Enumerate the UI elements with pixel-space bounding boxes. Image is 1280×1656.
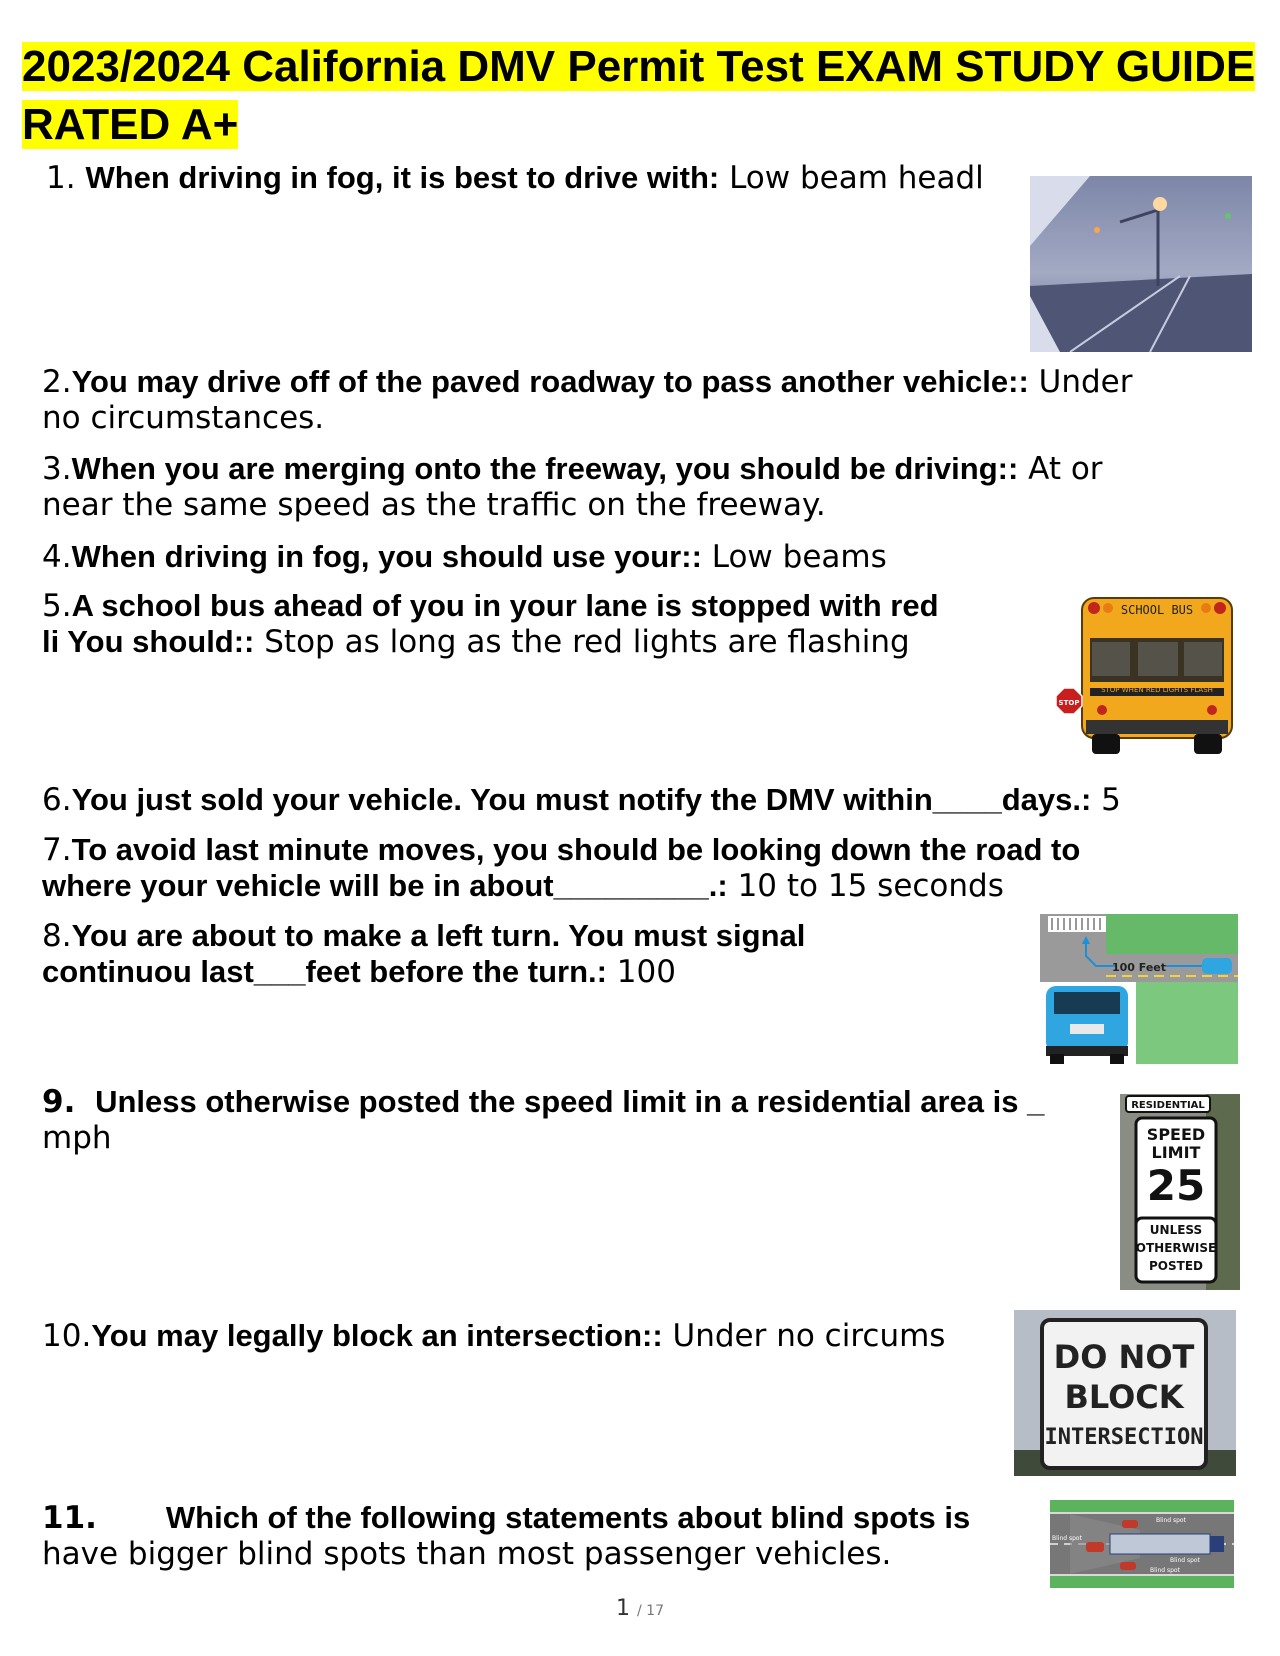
answer-text: mph [42,1120,112,1156]
question-text: To avoid last minute moves, you should be looking down the road to [71,832,1081,867]
answer-text: At or [1018,451,1103,487]
page-indicator [0,1596,1280,1621]
answer-text: 10 to 15 seconds [727,868,1004,904]
answer-text: 100 [606,954,676,990]
question-text: You are about to make a left turn. You must signal [71,918,806,953]
answer-text: 5 [1091,782,1121,818]
question-3: 3.When you are merging onto the freeway, you should be driving:: At or near the same speed as the traffic on the freeway. [42,451,1103,523]
page-current: 1 [616,1596,630,1621]
bus-back-text: STOP WHEN RED LIGHTS FLASH [1101,686,1213,694]
answer-text: Low beams [701,539,887,575]
otherwise-text: OTHERWISE [1135,1241,1217,1255]
answer-text: Low beam headl [719,160,984,196]
speed-limit-sign-photo [1120,1094,1240,1290]
blind-spot-label-1: Blind spot [1156,1517,1186,1524]
question-2: 2.You may drive off of the paved roadway to pass another vehicle:: Under no circumstances. [42,364,1133,436]
do-not-text: DO NOT [1053,1338,1195,1376]
bus-sign-text: SCHOOL BUS [1120,603,1194,617]
answer-text: Under [1028,364,1133,400]
question-4: 4.When driving in fog, you should use your:: Low beams [42,539,887,575]
answer-text: Stop as long as the red lights are flashing [254,624,910,660]
question-text: Unless otherwise posted the speed limit in a residential area is _ [95,1084,1045,1119]
answer-text-cont: no circumstances. [42,400,325,436]
blind-spot-label-3: Blind spot [1170,1557,1200,1564]
block-text: BLOCK [1064,1378,1184,1416]
fog-road-photo [1030,176,1252,352]
left-turn-diagram [1040,914,1238,1064]
answer-text: Under no circums [662,1318,946,1354]
question-text: You may drive off of the paved roadway to pass another vehicle:: [71,364,1029,399]
stop-arm-text: STOP [1058,699,1080,707]
question-text: Which of the following statements about blind spots is [165,1500,971,1535]
question-text-cont: li You should:: [42,624,255,659]
posted-text: POSTED [1149,1259,1203,1273]
document-title: 2023/2024 California DMV Permit Test EXAM STUDY GUIDE RATED A+ [22,42,1256,149]
unless-text: UNLESS [1149,1223,1203,1237]
school-bus-photo [1050,592,1240,758]
answer-text-cont: near the same speed as the traffic on the freeway. [42,487,826,523]
question-8: 8.You are about to make a left turn. You must signal continuou last___feet before the turn.: 100 [42,918,806,990]
question-10: 10.You may legally block an intersection:: Under no circums [42,1318,946,1354]
question-text-cont: where your vehicle will be in about_________.: [42,868,728,903]
question-text-cont: continuou last___feet before the turn.: [42,954,607,989]
question-text: A school bus ahead of you in your lane is stopped with red [71,588,939,623]
speed-value-text: 25 [1146,1161,1206,1210]
question-text: When you are merging onto the freeway, you should be driving:: [71,451,1019,486]
limit-text: LIMIT [1151,1143,1201,1162]
question-7: 7.To avoid last minute moves, you should be looking down the road to where your vehicle will be in about_________.: 10 to 15 seconds [42,832,1081,904]
question-text: You may legally block an intersection:: [91,1318,663,1353]
question-1: 1. When driving in fog, it is best to drive with: Low beam headl [46,160,984,196]
question-text: When driving in fog, you should use your:: [71,539,702,574]
do-not-block-sign-photo [1014,1310,1236,1476]
distance-label: 100 Feet [1111,961,1167,974]
blind-spot-label-2: Blind spot [1052,1535,1082,1542]
speed-text: SPEED [1146,1125,1206,1144]
question-text: When driving in fog, it is best to drive with: [85,160,720,195]
question-11: 11. Which of the following statements about blind spots is have bigger blind spots than most passenger vehicles. [42,1500,971,1572]
blind-spot-label-4: Blind spot [1150,1567,1180,1574]
question-6: 6.You just sold your vehicle. You must notify the DMV within____days.: 5 [42,782,1121,818]
question-9: 9. Unless otherwise posted the speed limit in a residential area is _ mph [42,1084,1045,1156]
answer-text: have bigger blind spots than most passenger vehicles. [42,1536,892,1572]
question-5: 5.A school bus ahead of you in your lane is stopped with red li You should:: Stop as long as the red lights are flashing [42,588,939,660]
blind-spot-diagram [1050,1500,1234,1588]
residential-text: RESIDENTIAL [1131,1100,1205,1111]
page-total: / 17 [637,1603,664,1619]
question-text: You just sold your vehicle. You must notify the DMV within____days.: [71,782,1092,817]
intersection-text: INTERSECTION [1044,1425,1204,1450]
